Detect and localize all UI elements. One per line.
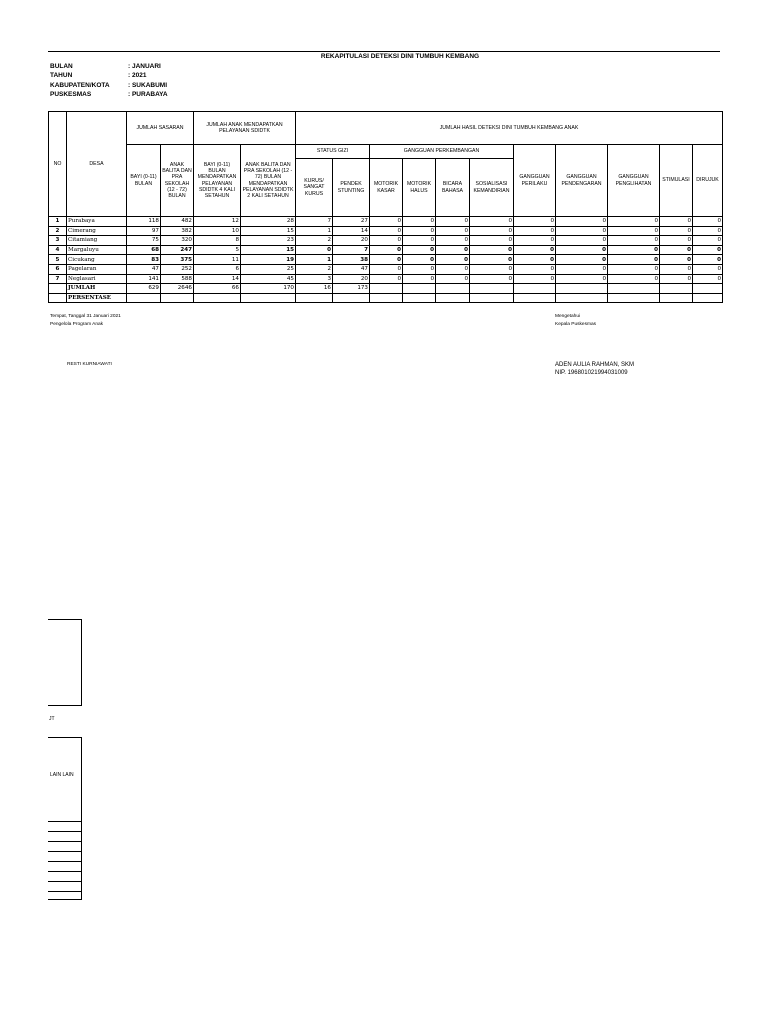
row-value: 0 [693, 226, 723, 236]
row-value: 0 [470, 274, 514, 284]
meta-row-kabupaten: KABUPATEN/KOTA : SUKABUMI [50, 81, 167, 89]
meta-block [50, 62, 168, 99]
row-value: 15 [241, 245, 296, 255]
header-jumlah-anak: JUMLAH ANAK MENDAPATKAN PELAYANAN SDIDTK [194, 112, 296, 145]
header-no: NO [49, 112, 67, 217]
row-value: 0 [556, 264, 608, 274]
row-value: 0 [403, 226, 436, 236]
table-row [49, 245, 723, 255]
row-value: 23 [241, 236, 296, 246]
row-value: 0 [608, 255, 660, 265]
row-value [556, 284, 608, 294]
table-row [49, 293, 723, 303]
row-value: 97 [127, 226, 161, 236]
row-value: 173 [333, 284, 370, 294]
table-row [49, 217, 723, 227]
row-value: 0 [514, 245, 556, 255]
row-value: 0 [370, 264, 403, 274]
header-stimulasi: STIMULASI [660, 145, 693, 217]
row-value: 0 [556, 255, 608, 265]
row-value: 0 [608, 226, 660, 236]
row-value: 28 [241, 217, 296, 227]
row-value: 0 [370, 226, 403, 236]
header-anak-balita: ANAK BALITA DAN PRA SEKOLAH (12 - 72) BULAN [161, 145, 194, 217]
lower-fragment-2 [48, 737, 82, 900]
row-no: 1 [49, 217, 67, 227]
row-value: 0 [403, 255, 436, 265]
row-value: 0 [370, 274, 403, 284]
lower-empty-cell [48, 882, 82, 892]
lower-empty-cell [48, 822, 82, 832]
row-value [370, 284, 403, 294]
row-value: 2646 [161, 284, 194, 294]
row-value [403, 293, 436, 303]
lower-empty-cell [48, 842, 82, 852]
table-row [49, 226, 723, 236]
row-value: 19 [241, 255, 296, 265]
table-row [49, 236, 723, 246]
row-no [49, 284, 67, 294]
row-no: 6 [49, 264, 67, 274]
row-value [194, 293, 241, 303]
row-value: 0 [556, 217, 608, 227]
row-value [514, 293, 556, 303]
top-rule [48, 51, 720, 52]
row-value: 0 [436, 274, 470, 284]
row-value: 68 [127, 245, 161, 255]
row-value [436, 293, 470, 303]
row-value [370, 293, 403, 303]
row-value: 0 [608, 236, 660, 246]
row-value: 0 [660, 236, 693, 246]
lower-empty-cell [48, 832, 82, 842]
meta-row-bulan: BULAN : JANUARI [50, 63, 161, 70]
left-signer-name: RESTI KURNIAWATI [67, 362, 112, 367]
row-value: 0 [556, 226, 608, 236]
row-value: 0 [693, 236, 723, 246]
header-motorik-halus: MOTORIK HALUS [403, 159, 436, 217]
row-value: 5 [194, 245, 241, 255]
row-value: 0 [514, 255, 556, 265]
row-value: 0 [436, 255, 470, 265]
row-value: 0 [514, 217, 556, 227]
row-desa: Purabaya [67, 217, 127, 227]
meta-row-puskesmas: PUSKESMAS : PURABAYA [50, 90, 168, 98]
header-dirujuk: DIRUJUK [693, 145, 723, 217]
row-value [556, 293, 608, 303]
row-value: 0 [660, 226, 693, 236]
row-value: 0 [370, 255, 403, 265]
row-value: 0 [514, 226, 556, 236]
row-value: 0 [403, 245, 436, 255]
row-value: 0 [470, 217, 514, 227]
row-value: 320 [161, 236, 194, 246]
row-value: 0 [436, 236, 470, 246]
row-no [49, 293, 67, 303]
lower-rows [48, 822, 82, 900]
row-desa: Citamiang [67, 236, 127, 246]
row-value: 14 [194, 274, 241, 284]
row-value: 1 [296, 255, 333, 265]
row-no: 4 [49, 245, 67, 255]
row-value: 0 [436, 217, 470, 227]
row-value: 66 [194, 284, 241, 294]
row-value: 0 [470, 226, 514, 236]
header-pendek: PENDEK STUNTING [333, 159, 370, 217]
row-value: 7 [333, 245, 370, 255]
header-bayi-pelayanan: BAYI (0-11) BULAN MENDAPATKAN PELAYANAN SDIDTK 4 KALI SETAHUN [194, 145, 241, 217]
kepala-label: Kepala Puskesmas [555, 322, 597, 327]
table-row [49, 264, 723, 274]
row-no: 2 [49, 226, 67, 236]
row-value: 47 [127, 264, 161, 274]
lower-empty-cell [48, 862, 82, 872]
row-value [660, 284, 693, 294]
row-value: 170 [241, 284, 296, 294]
lower-empty-cell [48, 872, 82, 882]
meta-row-tahun: TAHUN : 2021 [50, 72, 147, 80]
lower-box-top [48, 619, 82, 706]
row-value: 588 [161, 274, 194, 284]
row-desa: Cimerang [67, 226, 127, 236]
row-value: 3 [296, 274, 333, 284]
row-value [608, 293, 660, 303]
row-value: 12 [194, 217, 241, 227]
row-value: 0 [436, 245, 470, 255]
row-value: 6 [194, 264, 241, 274]
header-bayi: BAYI (0-11) BULAN [127, 145, 161, 217]
row-value: 0 [403, 236, 436, 246]
row-value: 247 [161, 245, 194, 255]
row-value [403, 284, 436, 294]
row-value: 0 [693, 245, 723, 255]
document-title: REKAPITULASI DETEKSI DINI TUMBUH KEMBANG [320, 53, 480, 60]
row-value: 0 [660, 264, 693, 274]
row-value [514, 284, 556, 294]
row-value [470, 284, 514, 294]
row-value: 8 [194, 236, 241, 246]
row-desa: Pagelaran [67, 264, 127, 274]
header-anak-pelayanan: ANAK BALITA DAN PRA SEKOLAH (12 - 72) BULAN MENDAPATKAN PELAYANAN SDIDTK 2 KALI SETAHUN [241, 145, 296, 217]
row-no: 7 [49, 274, 67, 284]
row-value: 629 [127, 284, 161, 294]
header-gangguan-penglihatan: GANGGUAN PENGLIHATAN [608, 145, 660, 217]
row-value: 10 [194, 226, 241, 236]
row-value [333, 293, 370, 303]
row-value: 0 [514, 274, 556, 284]
row-value: 141 [127, 274, 161, 284]
row-value: 0 [403, 217, 436, 227]
table-row [49, 255, 723, 265]
right-signer-nip: NIP. 196801021994031009 [555, 370, 628, 376]
row-desa: Neglasari [67, 274, 127, 284]
row-desa: PERSENTASE [67, 293, 127, 303]
lower-fragment [48, 619, 82, 706]
row-value: 482 [161, 217, 194, 227]
row-value: 0 [470, 255, 514, 265]
row-value [660, 293, 693, 303]
row-value: 0 [556, 236, 608, 246]
header-kurus: KURUS/ SANGAT KURUS [296, 159, 333, 217]
place-date: Tempat, Tanggal 31 Januari 2021 [50, 314, 121, 319]
row-value [608, 284, 660, 294]
row-no: 5 [49, 255, 67, 265]
row-value: 0 [693, 264, 723, 274]
table-row [49, 284, 723, 294]
row-value: 0 [660, 255, 693, 265]
row-value: 47 [333, 264, 370, 274]
header-desa: DESA [67, 112, 127, 217]
row-value: 0 [296, 245, 333, 255]
row-value: 0 [608, 245, 660, 255]
row-no: 3 [49, 236, 67, 246]
row-value: 0 [660, 274, 693, 284]
table-body [49, 217, 723, 303]
row-value: 38 [333, 255, 370, 265]
row-value: 375 [161, 255, 194, 265]
row-value: 0 [608, 264, 660, 274]
row-value: 20 [333, 236, 370, 246]
row-value: 0 [470, 236, 514, 246]
header-gangguan-perkembangan: GANGGUAN PERKEMBANGAN [370, 145, 514, 159]
row-value: 1 [296, 226, 333, 236]
row-value: 0 [370, 245, 403, 255]
row-value: 11 [194, 255, 241, 265]
right-signer-name: ADEN AULIA RAHMAN, SKM [555, 362, 635, 368]
header-motorik-kasar: MOTORIK KASAR [370, 159, 403, 217]
table-row [49, 274, 723, 284]
row-desa: JUMLAH [67, 284, 127, 294]
row-value: 382 [161, 226, 194, 236]
lower-empty-cell [48, 892, 82, 900]
row-value [470, 293, 514, 303]
row-value: 0 [556, 245, 608, 255]
header-status-gizi: STATUS GIZI [296, 145, 370, 159]
row-value: 0 [660, 217, 693, 227]
row-value [127, 293, 161, 303]
row-value: 45 [241, 274, 296, 284]
row-value: 2 [296, 264, 333, 274]
row-value: 0 [693, 255, 723, 265]
row-desa: Cicukang [67, 255, 127, 265]
lower-cut-text: JT [49, 716, 55, 722]
row-value: 14 [333, 226, 370, 236]
row-value [296, 293, 333, 303]
mengetahui-label: Mengetahui [555, 314, 581, 319]
row-value [161, 293, 194, 303]
pengelola-label: Pengelola Program Anak [50, 322, 104, 327]
row-value: 83 [127, 255, 161, 265]
row-value: 0 [514, 264, 556, 274]
row-value: 0 [693, 217, 723, 227]
header-gangguan-perilaku: GANGGUAN PERILAKU [514, 145, 556, 217]
row-value: 0 [436, 264, 470, 274]
row-value: 16 [296, 284, 333, 294]
row-value: 0 [403, 264, 436, 274]
header-gangguan-pendengaran: GANGGUAN PENDENGARAN [556, 145, 608, 217]
row-value: 0 [370, 217, 403, 227]
row-value: 0 [403, 274, 436, 284]
lain-lain-cell: LAIN LAIN [48, 737, 82, 822]
row-value: 0 [436, 226, 470, 236]
row-value: 2 [296, 236, 333, 246]
header-sosialisasi: SOSIALISASI KEMANDIRIAN [470, 159, 514, 217]
rekap-table [48, 111, 723, 303]
row-value [693, 284, 723, 294]
row-desa: Margaluyu [67, 245, 127, 255]
row-value: 118 [127, 217, 161, 227]
row-value: 15 [241, 226, 296, 236]
row-value: 252 [161, 264, 194, 274]
row-value: 0 [608, 274, 660, 284]
row-value: 0 [470, 264, 514, 274]
row-value: 75 [127, 236, 161, 246]
row-value: 0 [660, 245, 693, 255]
row-value: 0 [693, 274, 723, 284]
row-value: 0 [370, 236, 403, 246]
header-jumlah-hasil: JUMLAH HASIL DETEKSI DINI TUMBUH KEMBANG ANAK [296, 112, 723, 145]
row-value: 0 [470, 245, 514, 255]
header-jumlah-sasaran: JUMLAH SASARAN [127, 112, 194, 145]
row-value: 7 [296, 217, 333, 227]
row-value: 0 [556, 274, 608, 284]
row-value [436, 284, 470, 294]
row-value: 0 [514, 236, 556, 246]
row-value: 25 [241, 264, 296, 274]
row-value: 0 [608, 217, 660, 227]
row-value [693, 293, 723, 303]
row-value [241, 293, 296, 303]
header-bicara-bahasa: BICARA BAHASA [436, 159, 470, 217]
lower-empty-cell [48, 852, 82, 862]
row-value: 20 [333, 274, 370, 284]
row-value: 27 [333, 217, 370, 227]
